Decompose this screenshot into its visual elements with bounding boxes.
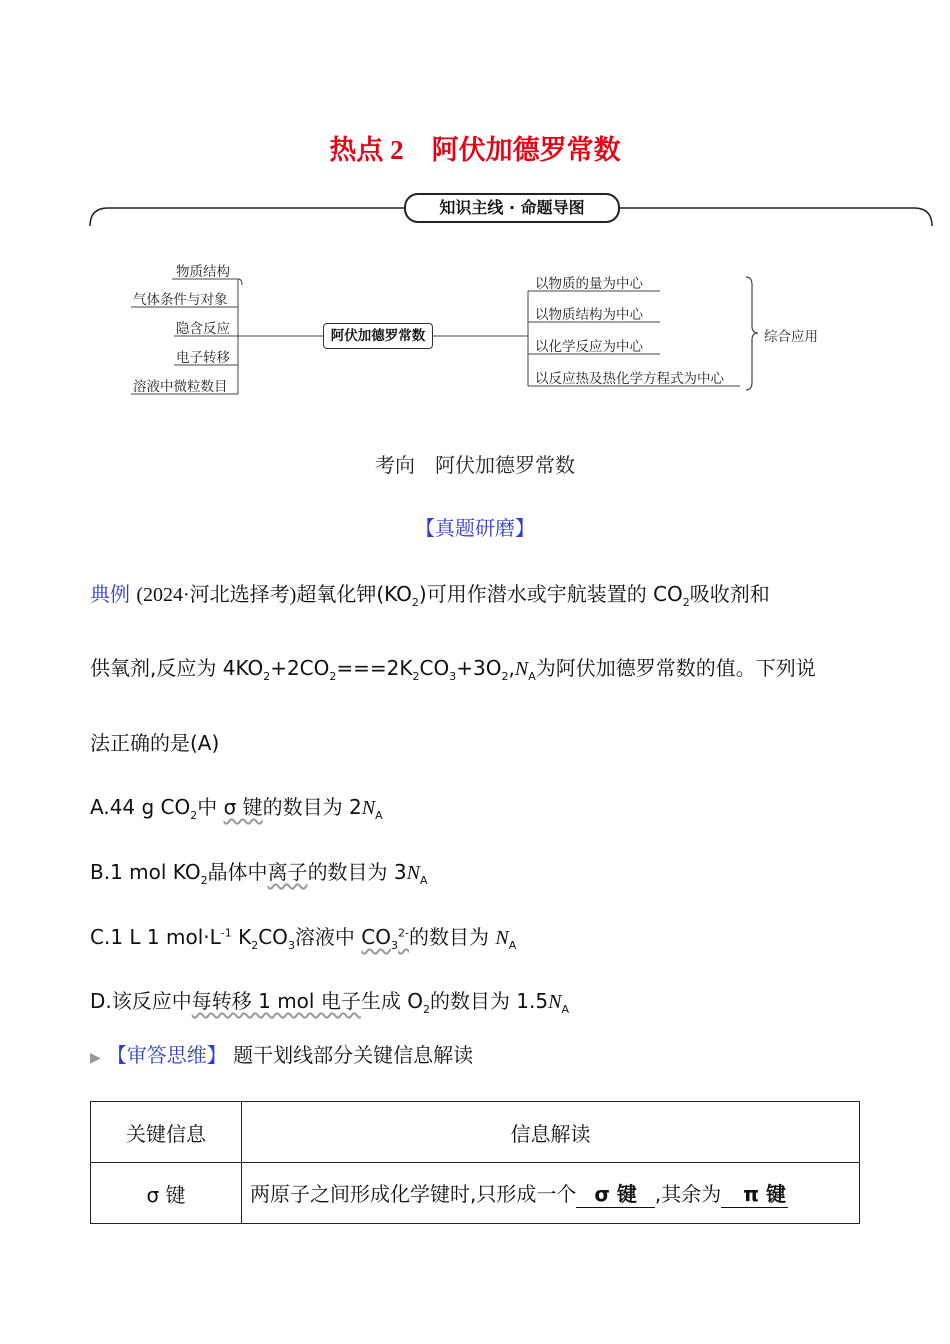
example-tag: 典例 [90, 582, 130, 606]
table-cell-key: σ 键 [91, 1163, 242, 1224]
mindmap-left-item: 溶液中微粒数目 [133, 379, 228, 395]
triangle-icon: ▶ [90, 1050, 101, 1066]
thinking-label: 【审答思维】 [106, 1043, 227, 1067]
table-header: 关键信息 [91, 1102, 242, 1163]
answer-blank: σ 键 [576, 1178, 655, 1208]
mindmap-lines [0, 0, 950, 420]
section-title: 考向 阿伏加德罗常数 [375, 453, 575, 477]
mindmap-left-item: 电子转移 [176, 350, 230, 366]
mindmap-summary: 综合应用 [764, 329, 818, 345]
option-c: C.1 L 1 $mol\cdot L^{-1}$ $K_2CO_3$溶液中 $CO_3^{2-}$的数目为 $N_A$ [90, 925, 517, 952]
mindmap-right-item: 以反应热及热化学方程式为中心 [535, 371, 724, 387]
mindmap-center-node: 阿伏加德罗常数 [323, 323, 433, 349]
key-info-table [90, 1101, 860, 1224]
mindmap-left-item: 气体条件与对象 [133, 292, 228, 308]
mindmap-left-item: 物质结构 [176, 264, 230, 280]
option-b: B.1 mol $KO_2$晶体中离子的数目为 $3N_A$ [90, 860, 428, 887]
example-line-1: 典例 (2024·河北选择考)超氧化钾$(KO_2)$可用作潜水或宇航装置的 $CO_2$吸收剂和 [90, 582, 770, 609]
example-line-2: 供氧剂,反应为 $4KO_2+2CO_2===2K_2CO_3+3O_2,N_A$为阿伏加德罗常数的值。下列说 [90, 656, 816, 683]
answer-blank: π 键 [721, 1178, 788, 1208]
mindmap-left-item: 隐含反应 [176, 321, 230, 337]
mindmap-right-item: 以化学反应为中心 [535, 339, 643, 355]
real-question-label: 【真题研磨】 [415, 516, 535, 540]
section-banner: 知识主线 · 命题导图 [404, 193, 620, 223]
mindmap-right-item: 以物质结构为中心 [535, 307, 643, 323]
thinking-line [90, 1039, 473, 1068]
title-number: 热点 2 [329, 135, 404, 165]
table-header-row [91, 1102, 860, 1163]
table-header: 信息解读 [242, 1102, 860, 1163]
thinking-text: 题干划线部分关键信息解读 [233, 1043, 474, 1067]
title-text: 阿伏加德罗常数 [431, 135, 621, 166]
option-a: A.44 g $CO_2$中 σ 键的数目为 $2N_A$ [90, 795, 383, 822]
table-cell-text: 两原子之间形成化学键时,只形成一个 σ 键 ,其余为 π 键 [242, 1163, 860, 1224]
example-line-3: 法正确的是(A) [90, 731, 220, 755]
table-row [91, 1163, 860, 1224]
option-d: D.该反应中每转移 1 mol 电子生成 $O_2$的数目为 $1.5N_A$ [90, 989, 569, 1016]
mindmap-right-item: 以物质的量为中心 [535, 276, 643, 292]
